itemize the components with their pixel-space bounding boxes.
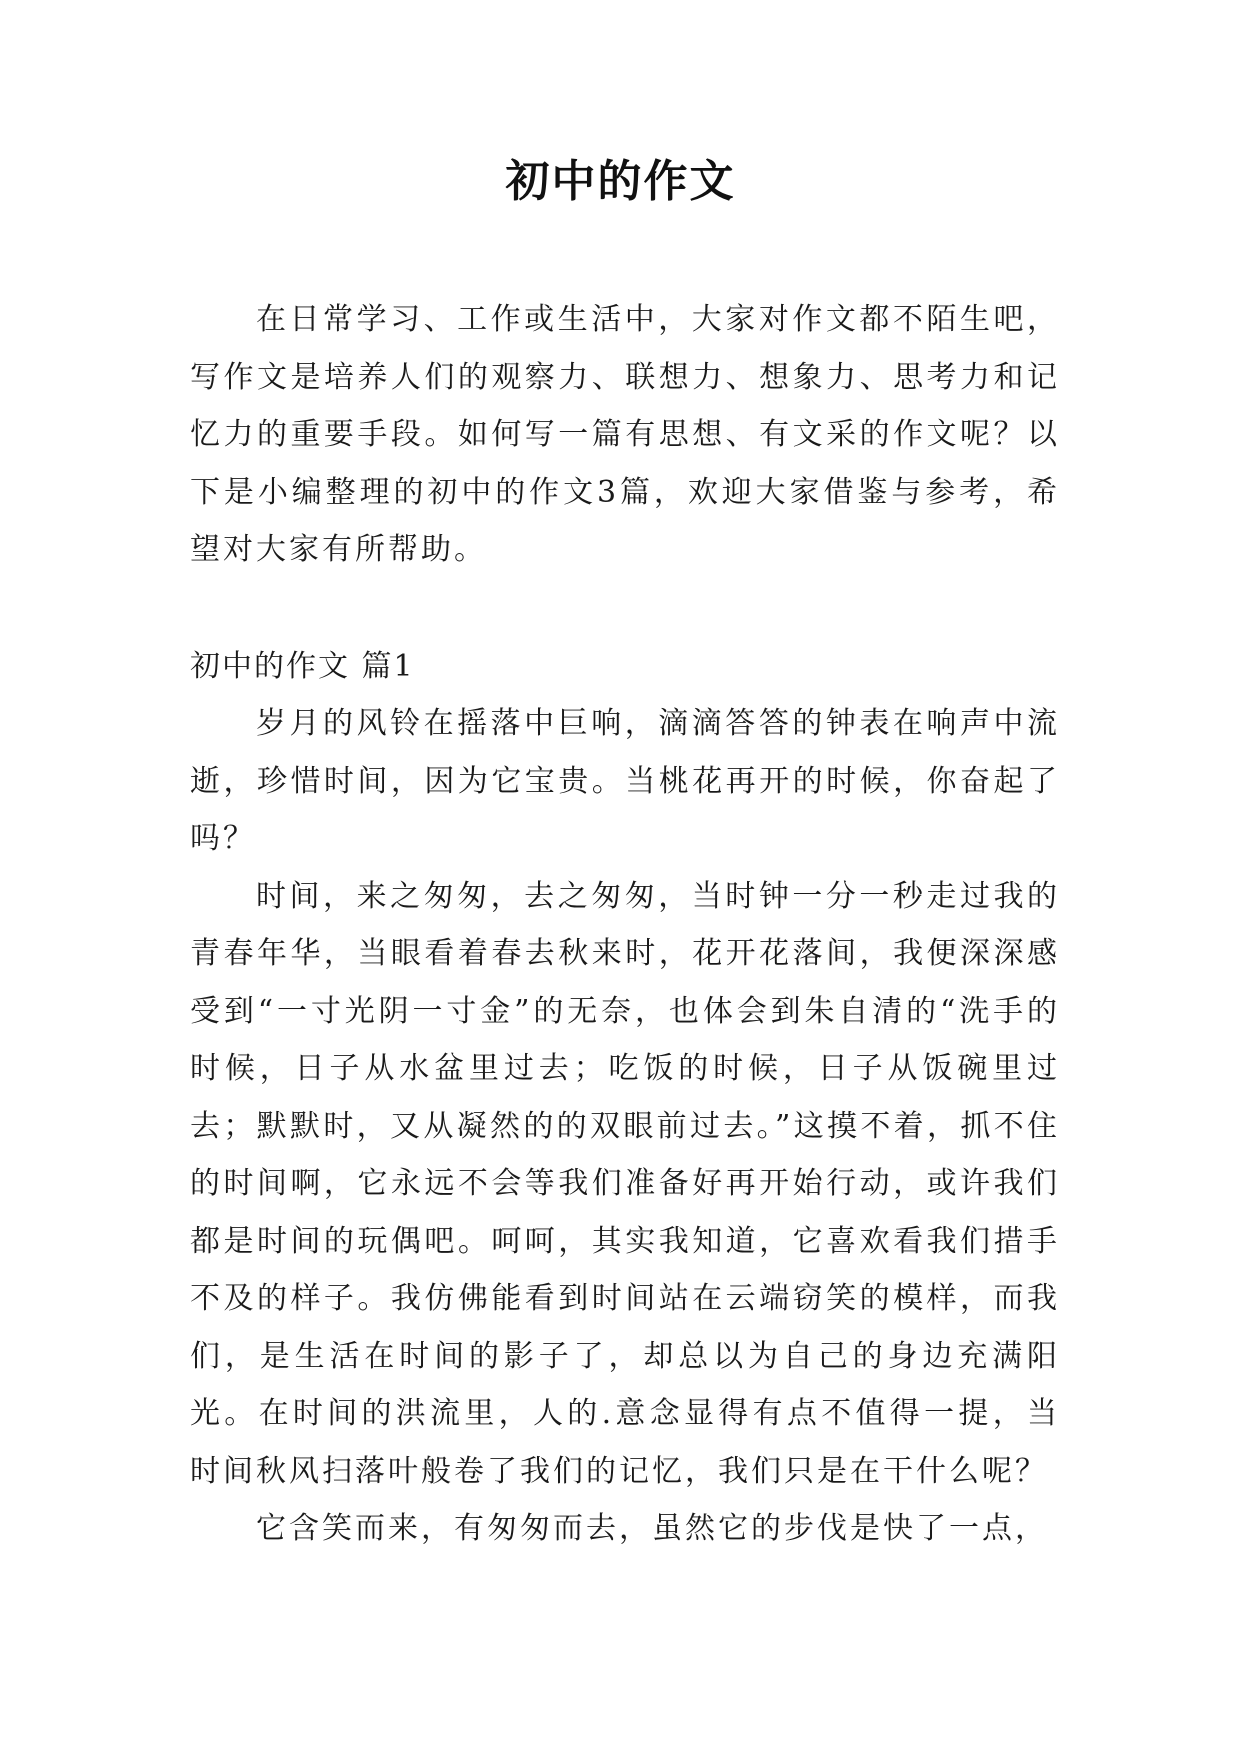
intro-paragraph: 在日常学习、工作或生活中，大家对作文都不陌生吧，写作文是培养人们的观察力、联想力、想象力、思考力和记忆力的重要手段。如何写一篇有思想、有文采的作文呢？以下是小编整理的初中的作文3篇，欢迎大家借鉴与参考，希望对大家有所帮助。 xyxy=(190,302,1060,567)
essay-paragraph-3: 它含笑而来，有匆匆而去，虽然它的步伐是快了一点， xyxy=(256,1511,1048,1546)
intro-section xyxy=(190,291,1060,579)
essay-body xyxy=(190,695,1060,1558)
section-heading: 初中的作文 篇1 xyxy=(190,649,415,684)
essay-paragraph-2: 时间，来之匆匆，去之匆匆，当时钟一分一秒走过我的青春年华，当眼看着春去秋来时，花开花落间，我便深深感受到“一寸光阴一寸金”的无奈，也体会到朱自清的“洗手的时候，日子从水盆里过去；吃饭的时候，日子从饭碗里过去；默默时，又从凝然的的双眼前过去。”这摸不着，抓不住的时间啊，它永远不会等我们准备好再开始行动，或许我们都是时间的玩偶吧。呵呵，其实我知道，它喜欢看我们措手不及的样子。我仿佛能看到时间站在云端窃笑的模样，而我们，是生活在时间的影子了，却总以为自己的身边充满阳光。在时间的洪流里，人的.意念显得有点不值得一提，当时间秋风扫落叶般卷了我们的记忆，我们只是在干什么呢？ xyxy=(190,878,1060,1489)
essay-paragraph-1: 岁月的风铃在摇落中巨响，滴滴答答的钟表在响声中流逝，珍惜时间，因为它宝贵。当桃花再开的时候，你奋起了吗？ xyxy=(190,706,1060,856)
document-title: 初中的作文 xyxy=(505,156,736,207)
